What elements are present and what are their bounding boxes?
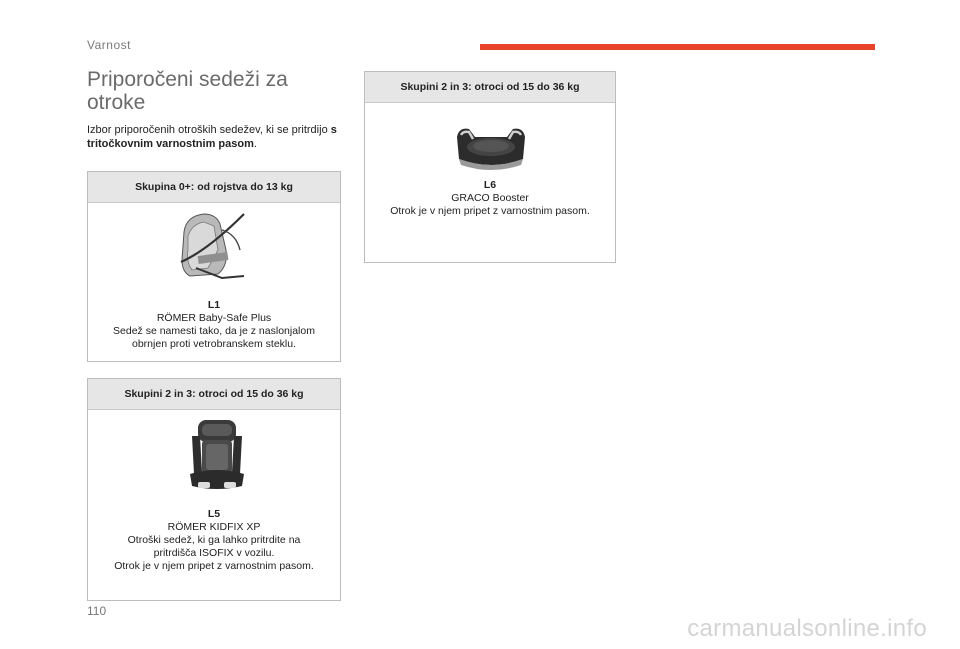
seat-card-header: Skupini 2 in 3: otroci od 15 do 36 kg [88, 379, 340, 410]
seat-name: RÖMER Baby-Safe Plus [156, 312, 272, 324]
seat-card-header: Skupini 2 in 3: otroci od 15 do 36 kg [365, 72, 615, 103]
seat-card-body [88, 410, 340, 600]
seat-desc-line: Sedež se namesti tako, da je z naslonjalom [113, 325, 315, 337]
infant-carrier-icon [178, 210, 252, 282]
seat-card-l1 [87, 171, 341, 362]
seat-desc-line: Otrok je v njem pripet z varnostnim pasom. [114, 560, 314, 572]
seat-card-body [365, 103, 615, 262]
intro-text-end: . [253, 138, 257, 150]
section-label: Varnost [87, 38, 131, 52]
seat-card-header: Skupina 0+: od rojstva do 13 kg [88, 172, 340, 203]
accent-bar [480, 44, 875, 50]
watermark: carmanualsonline.info [687, 615, 927, 642]
seat-card-l5 [87, 378, 341, 601]
intro-text-start: Izbor priporočenih otroških sedežev, ki se pritrdijo [87, 124, 331, 136]
page-number: 110 [87, 604, 107, 618]
booster-cushion-icon [453, 123, 529, 173]
booster-seat-icon [188, 418, 246, 492]
intro-text [87, 123, 347, 151]
seat-card-body [88, 203, 340, 361]
seat-code: L5 [207, 508, 221, 520]
seat-card-l6 [364, 71, 616, 263]
seat-code: L6 [483, 179, 497, 191]
seat-name: GRACO Booster [451, 192, 529, 204]
intro-text-bold: s tritočkovnim varnostnim pasom [87, 124, 337, 150]
seat-code: L1 [207, 299, 221, 311]
seat-desc-line: Otrok je v njem pripet z varnostnim pasom. [390, 205, 590, 217]
seat-desc-line: obrnjen proti vetrobranskem steklu. [132, 338, 296, 350]
seat-name: RÖMER KIDFIX XP [167, 521, 261, 533]
page-title: Priporočeni sedeži za otroke [87, 68, 288, 114]
seat-desc-line: Otroški sedež, ki ga lahko pritrdite na [127, 534, 301, 546]
seat-desc-line: pritrdišča ISOFIX v vozilu. [153, 547, 275, 559]
